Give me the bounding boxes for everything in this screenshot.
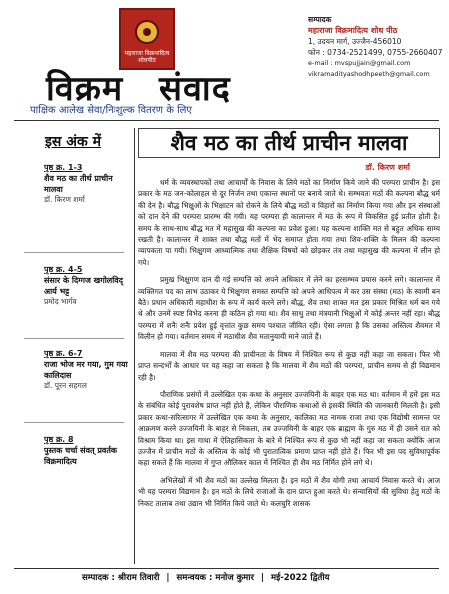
toc-author: डॉ. किरण शर्मा [44, 195, 85, 204]
footer-separator: | [166, 573, 170, 583]
contents-heading: इस अंक में [45, 134, 101, 150]
toc-item[interactable] [14, 434, 132, 467]
masthead-title-right: संवाद [159, 69, 231, 109]
column-divider [134, 128, 135, 564]
logo-text: महाराजा विक्रमादित्य शोधपीठ [124, 50, 170, 64]
article-paragraph: अभिलेखों में भी शैव मठों का उल्लेख मिलता है। इन मठों में शैव योगी तथा आचार्य निवास करते थे। आज भी यह परम्परा विद्यमान है। इन मठों के लिये राजाओं के दान प्राप्त हुआ करते थे। संन्यासियों की सुविधा हेतु मठों के निकट तालाब तथा उद्यान भी निर्मित किये जाते थे। कलचुरि शासक [138, 475, 440, 508]
article-title: शैव मठ का तीर्थ प्राचीन मालवा [138, 128, 440, 158]
footer-coordinator: समन्वयक : मनोज कुमार [176, 573, 254, 583]
address-line: 1, उदयन मार्ग, उज्जैन-456010 [308, 37, 402, 46]
toc-title: पुस्तक चर्चा संवत् प्रवर्तक विक्रमादित्य [44, 446, 118, 466]
toc-item[interactable] [14, 264, 132, 307]
masthead-divider [14, 120, 439, 121]
org-name: महाराजा विक्रमादित्य शोध पीठ [308, 26, 398, 35]
article-paragraph: धर्म के व्यवस्थापकों तथा आचार्यों के निवास के लिये मठों का निर्माण किये जाने की परम्परा प्राचीन है। इस प्रकार के मठ जन-कोलाहल से दूर निर्जन तथा एकान्त स्थानों पर बनाये जाते थे। सम्भवतः मठों की कल्पना बौद्ध धर्म की देन है। बौद्ध भिक्षुओं के भिक्षाटन को रोकने के लिये बौद्ध मठों व विहारों का निर्माण किया गया और इन संस्थाओं को दान देने की परम्परा प्रारम्भ की गयी। यह परम्परा ही कालान्तर में मठ के रूप में विकसित हुई प्रतीत होती है। समय के साथ-साथ बौद्ध मत में महासुख की कल्पना का प्रवेश हुआ। यह कल्पना शाक्ति मत से बहुत अधिक साम्य रखती है। कालान्तर में शाक्त तथा बौद्ध मतों में भेद समाप्त होता गया तथा शिव-शक्ति के मिलन की कल्पना व्यापकता पा गयी। भिक्षुगण आध्यात्मिक तथा शैक्षिक विषयों को छोड़कर तंत्र तथा महासुख की कल्पना में लीन हो गये। [138, 178, 440, 267]
email-line: e-mail : mvspujjain@gmail.com [308, 59, 411, 67]
contents-sidebar [14, 132, 132, 564]
seal-icon [135, 20, 159, 44]
tagline: पाक्षिक आलेख सेवा/निःशुल्क वितरण के लिए [30, 105, 192, 116]
toc-item[interactable] [14, 162, 132, 205]
footer [14, 568, 439, 586]
toc-page: पृष्ठ क्र. 6-7 [44, 349, 83, 358]
toc-title: संसार के दिग्गज खगोलविद् आर्य भट्ट [44, 276, 123, 296]
masthead-title-left: विक्रम [46, 69, 124, 109]
article-paragraph: पौराणिक प्रसंगों में उल्लेखित एक कथा के अनुसार उज्जयिनी के बाहर एक मठ था। वर्तमान में हमें इस मठ के संबंधित कोई पुरावशेष प्राप्त नहीं होते हैं, लेकिन पौराणिक कथाओं से इसकी स्थिति की जानकारी मिलती है। इसी प्रकार कथा-सरित्सागर में उल्लेखित एक कथा के अनुसार, कालिका मठ नामक राजा तथा एक विद्योषी सामन्त पर आक्रमण करने उज्जयिनी के बाहर से निकला, तब उज्जयिनी के बाहर एक ब्राह्मण के गुरु मठ में ही उसने रात को विश्राम किया था। इस गाथा में ऐतिहासिकता के बारे में निश्चित रूप से कुछ भी नहीं कहा जा सकता क्योंकि आज उज्जैन में प्राचीन मठों के अस्तित्व के कोई भी पुरातात्विक प्रमाण प्राप्त नहीं होते हैं। फिर भी इस पद सुविधापूर्वक कहा सकते हैं कि मालवा में गुप्त औलिकर काल में निश्चित ही शैव मठ निर्मित होने लगे थे। [138, 389, 440, 468]
toc-divider [24, 338, 124, 339]
article-paragraph: प्रमुख भिक्षुगण दान दी गई सम्पत्ति को अपने अधिकार में लेने का हरसम्भव प्रयास करने लगे। कालान्तर में व्यक्तिगत पद का लाभ उठाकर ये भिक्षुगण समस्त सम्पत्ति को अपने आधिपत्य में कर उस संस्था (मठ) के स्वामी बन बैठे। प्रधान अधिकारी महाधीश के रूप में कार्य करने लगे। बौद्ध, शैव तथा शाक्त मत इस प्रकार मिश्रित धर्म बन गये थे और उनमें स्पष्ट विभेद करना ही कठिन हो गया था। शैव साधु तथा मंत्रयानी भिक्षुओं में कोई अन्तर नहीं रहा। बौद्ध परम्परा में शनैः शनैः प्रवेश हुई वृत्तांत कुछ समय पश्चात जीवित रही। ऐसा लगता है कि उसका अस्तित्व शैवमत में विलीन हो गया। वर्तमान समय में मठाधीश शैव मतानुयायी माने जाते हैं। [138, 275, 440, 342]
article [138, 128, 440, 564]
footer-editor: सम्पादक : श्रीराम तिवारी [82, 573, 160, 583]
publisher-label: सम्पादक [308, 15, 332, 24]
toc-page: पृष्ठ क्र. 8 [44, 435, 74, 444]
toc-author: प्रमोद भार्गव [44, 297, 77, 306]
article-paragraph: मालवा में शैव मठ परम्परा की प्राचीनता के विषय में निश्चित रूप से कुछ नहीं कहा जा सकता। फिर भी प्राप्त सन्दर्भों के आधार पर यह कहा जा सकता है कि मालवा में शैव मठों की परम्परा, प्राचीन समय से ही विद्यमान रही है। [138, 349, 440, 382]
phone-line: फोन : 0734-2521499, 0755-2660407 [308, 48, 443, 57]
toc-author: डॉ. पूरन सहगल [44, 381, 87, 390]
toc-title: शैव मठ का तीर्थ प्राचीन मालवा [44, 174, 113, 194]
email-line-2: vikramadityashodhpeeth@gmail.com [308, 70, 430, 78]
article-byline: डॉ. किरण शर्मा [365, 163, 410, 172]
publisher-address [308, 14, 443, 80]
logo [119, 8, 175, 70]
toc-divider [24, 422, 124, 423]
toc-page: पृष्ठ क्र. 4-5 [44, 265, 83, 274]
toc-divider [24, 252, 124, 253]
footer-separator: | [260, 573, 265, 583]
article-body [138, 177, 440, 509]
toc-item[interactable] [14, 348, 132, 391]
toc-page: पृष्ठ क्र. 1-3 [44, 163, 83, 172]
toc-title: राजा भोज मर गया, गुम गया कालिदास [44, 360, 128, 380]
footer-issue: मई-2022 द्वितीय [270, 573, 330, 583]
